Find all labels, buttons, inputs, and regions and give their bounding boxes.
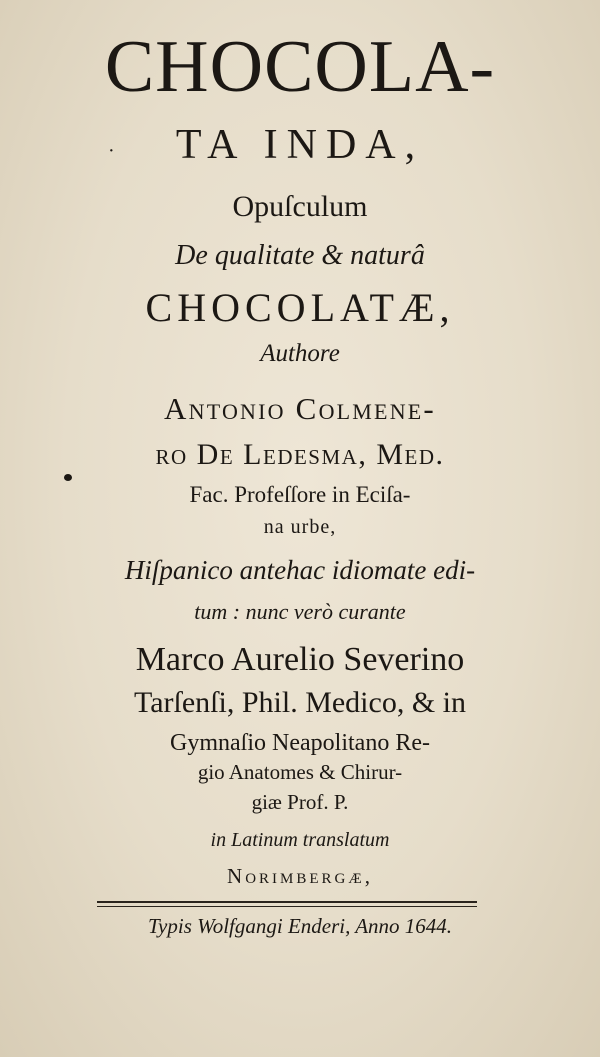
author-line-4: na urbe, (263, 516, 337, 538)
title-ornament-dot: · (108, 140, 115, 162)
editor-line-2: Tarſenſi, Phil. Medico, & in (133, 686, 467, 719)
editor-line-4: gio Anatomes & Chirur- (197, 760, 403, 784)
author-label: Authore (260, 340, 340, 367)
editor-line-1: Marco Aurelio Severino (135, 641, 465, 678)
editor-line-5: giæ Prof. P. (251, 790, 349, 814)
title-line-2: TA INDA, (175, 122, 425, 168)
title-line-1: CHOCOLA- (104, 26, 496, 108)
ink-spot (64, 474, 72, 481)
translation-note: in Latinum translatum (210, 829, 390, 851)
subtitle: Opuſculum (232, 190, 368, 223)
editor-line-3: Gymnaſio Neapolitano Re- (170, 730, 430, 756)
subtitle-2: De qualitate & naturâ (175, 240, 425, 271)
author-line-2: ro De Ledesma, Med. (155, 438, 445, 471)
imprint: Typis Wolfgangi Enderi, Anno 1644. (147, 914, 453, 938)
author-line-1: Antonio Colmene- (164, 391, 436, 426)
edition-line-2: tum : nunc verò curante (194, 599, 406, 624)
place-of-printing: Norimbergæ, (227, 864, 373, 888)
divider-rule (97, 901, 477, 903)
divider-rule-thin (97, 906, 477, 907)
edition-line-1: Hiſpanico antehac idiomate edi- (124, 555, 476, 585)
author-line-3: Fac. Profeſſore in Eciſa- (189, 482, 411, 507)
subject-heading: CHOCOLATÆ, (145, 285, 455, 330)
